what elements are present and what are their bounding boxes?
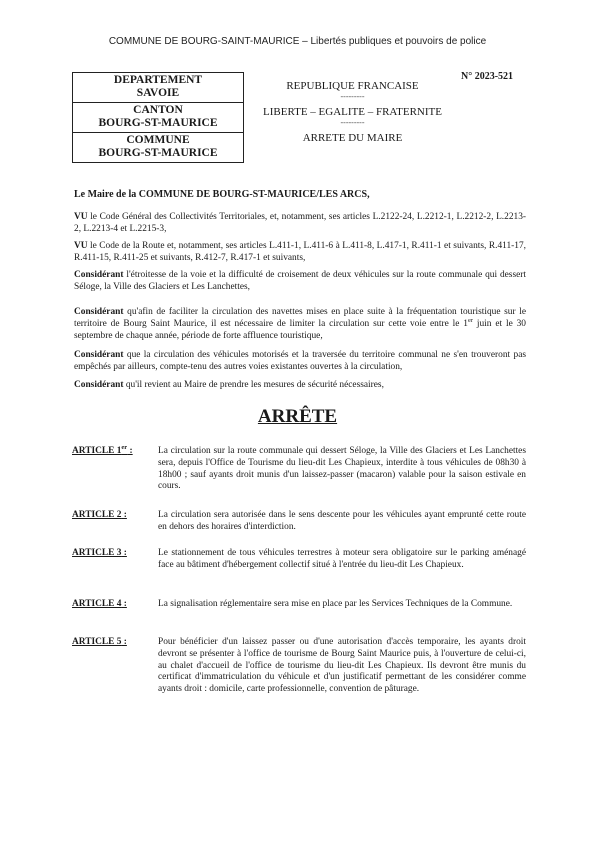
canton-value: BOURG-ST-MAURICE (98, 117, 218, 129)
considerant-lead: Considérant (74, 380, 124, 390)
document-header: COMMUNE DE BOURG-SAINT-MAURICE – Libertés publiques et pouvoirs de police (108, 36, 487, 47)
visa-lead: VU (74, 212, 88, 222)
considerant-lead: Considérant (74, 307, 124, 317)
article-label: ARTICLE 4 : (72, 599, 127, 609)
canton-cell (73, 103, 243, 133)
considerant-paragraph (74, 269, 526, 293)
article-label: ARTICLE 1er : (72, 443, 133, 456)
considerant-lead: Considérant (74, 270, 124, 280)
mayor-line: Le Maire de la COMMUNE DE BOURG-ST-MAURICE/LES ARCS, (74, 189, 370, 200)
republic-block (250, 79, 455, 145)
visa-text: le Code de la Route et, notamment, ses articles L.411-1, L.411-6 à L.411-8, L.417-1, R.411-1 et suivants, R.411-17, R.411-15, R.411-25 et suivants, R.412-7, R.417-1 et suivants, (74, 241, 526, 264)
considerant-text: que la circulation des véhicules motorisés et la traversée du territoire communal ne s'en trouveront pas empêchés par ailleurs, compte-tenu des autres voies existantes ouvertes à la circulation, (74, 350, 527, 373)
departement-cell (73, 73, 243, 103)
commune-label: COMMUNE (126, 134, 190, 146)
decree-number: N° 2023-521 (461, 71, 514, 82)
considerant-text: qu'il revient au Maire de prendre les mesures de sécurité nécessaires, (125, 380, 384, 390)
canton-label: CANTON (133, 104, 183, 116)
departement-value: SAVOIE (136, 87, 180, 99)
act-type: ARRETE DU MAIRE (302, 132, 403, 144)
visa-paragraph (74, 240, 526, 264)
article-text: La circulation sera autorisée dans le sens descente pour les véhicules ayant emprunté cette route en dehors des horaires d'interdiction. (158, 510, 526, 532)
considerant-text: qu'afin de faciliter la circulation des navettes mises en place suite à la fréquentation touristique sur le territoire de Bourg Saint Maurice, il est nécessaire de limiter la circulation sur cette voie entre le 1 (74, 307, 526, 330)
considerant-paragraph (74, 349, 526, 373)
article-text: Pour bénéficier d'un laissez passer ou d'une autorisation d'accès temporaire, les ayants droit devront se présenter à l'office de tourisme de Bourg Saint Maurice puis, à l'ouverture de celui-ci, au chalet d'accueil de l'office de tourisme du lieu-dit Les Chapieux. Ils devront être munis du certificat d'immatriculation du véhicule et d'un justificatif permettant de les considérer comme ayants droit : domicile, carte professionnelle, convention de pâturage. (158, 637, 526, 695)
considerant-text: l'étroitesse de la voie et la difficulté de croisement de deux véhicules sur la route communale qui dessert Séloge, la Ville des Glaciers et Les Lanchettes, (74, 270, 526, 293)
separator: --------- (340, 118, 365, 127)
considerant-paragraph (74, 306, 526, 343)
article-text: La signalisation réglementaire sera mise en place par les Services Techniques de la Commune. (158, 599, 513, 609)
arrete-title: ARRÊTE (257, 406, 338, 427)
commune-cell (73, 133, 243, 162)
article-label: ARTICLE 2 : (72, 510, 127, 520)
administrative-box (72, 72, 244, 163)
republic-name: REPUBLIQUE FRANCAISE (286, 80, 419, 92)
article-label: ARTICLE 5 : (72, 637, 127, 647)
republic-motto: LIBERTE – EGALITE – FRATERNITE (263, 106, 442, 118)
visa-paragraph (74, 211, 526, 235)
article-text: Le stationnement de tous véhicules terrestres à moteur sera obligatoire sur le parking aménagé face au bâtiment d'hébergement collectif situé à l'entrée du lieu-dit Les Chapieux. (158, 548, 526, 570)
considerant-lead: Considérant (74, 350, 124, 360)
visa-lead: VU (74, 241, 88, 251)
separator: --------- (340, 92, 365, 101)
considerant-paragraph (74, 379, 526, 391)
visa-text: le Code Général des Collectivités Territoriales, et, notamment, ses articles L.2122-24, L.2212-1, L.2212-2, L.2213-2, L.2213-4 et L.2215-3, (74, 212, 527, 235)
considerant-text: juin et le 30 septembre de chaque année, période de forte affluence touristique, (74, 319, 526, 342)
article-text: La circulation sur la route communale qui dessert Séloge, la Ville des Glaciers et Les Lanchettes sera, depuis l'Office de Tourisme du lieu-dit Les Chapieux, interdite à tous véhicules de 08h30 à 18h00 ; sauf ayants droit munis d'un laissez-passer (macaron) valable pour la saison estivale en cours. (158, 446, 526, 492)
departement-label: DEPARTEMENT (113, 74, 203, 86)
article-label: ARTICLE 3 : (72, 548, 127, 558)
commune-value: BOURG-ST-MAURICE (98, 147, 218, 159)
superscript: er (467, 317, 473, 325)
